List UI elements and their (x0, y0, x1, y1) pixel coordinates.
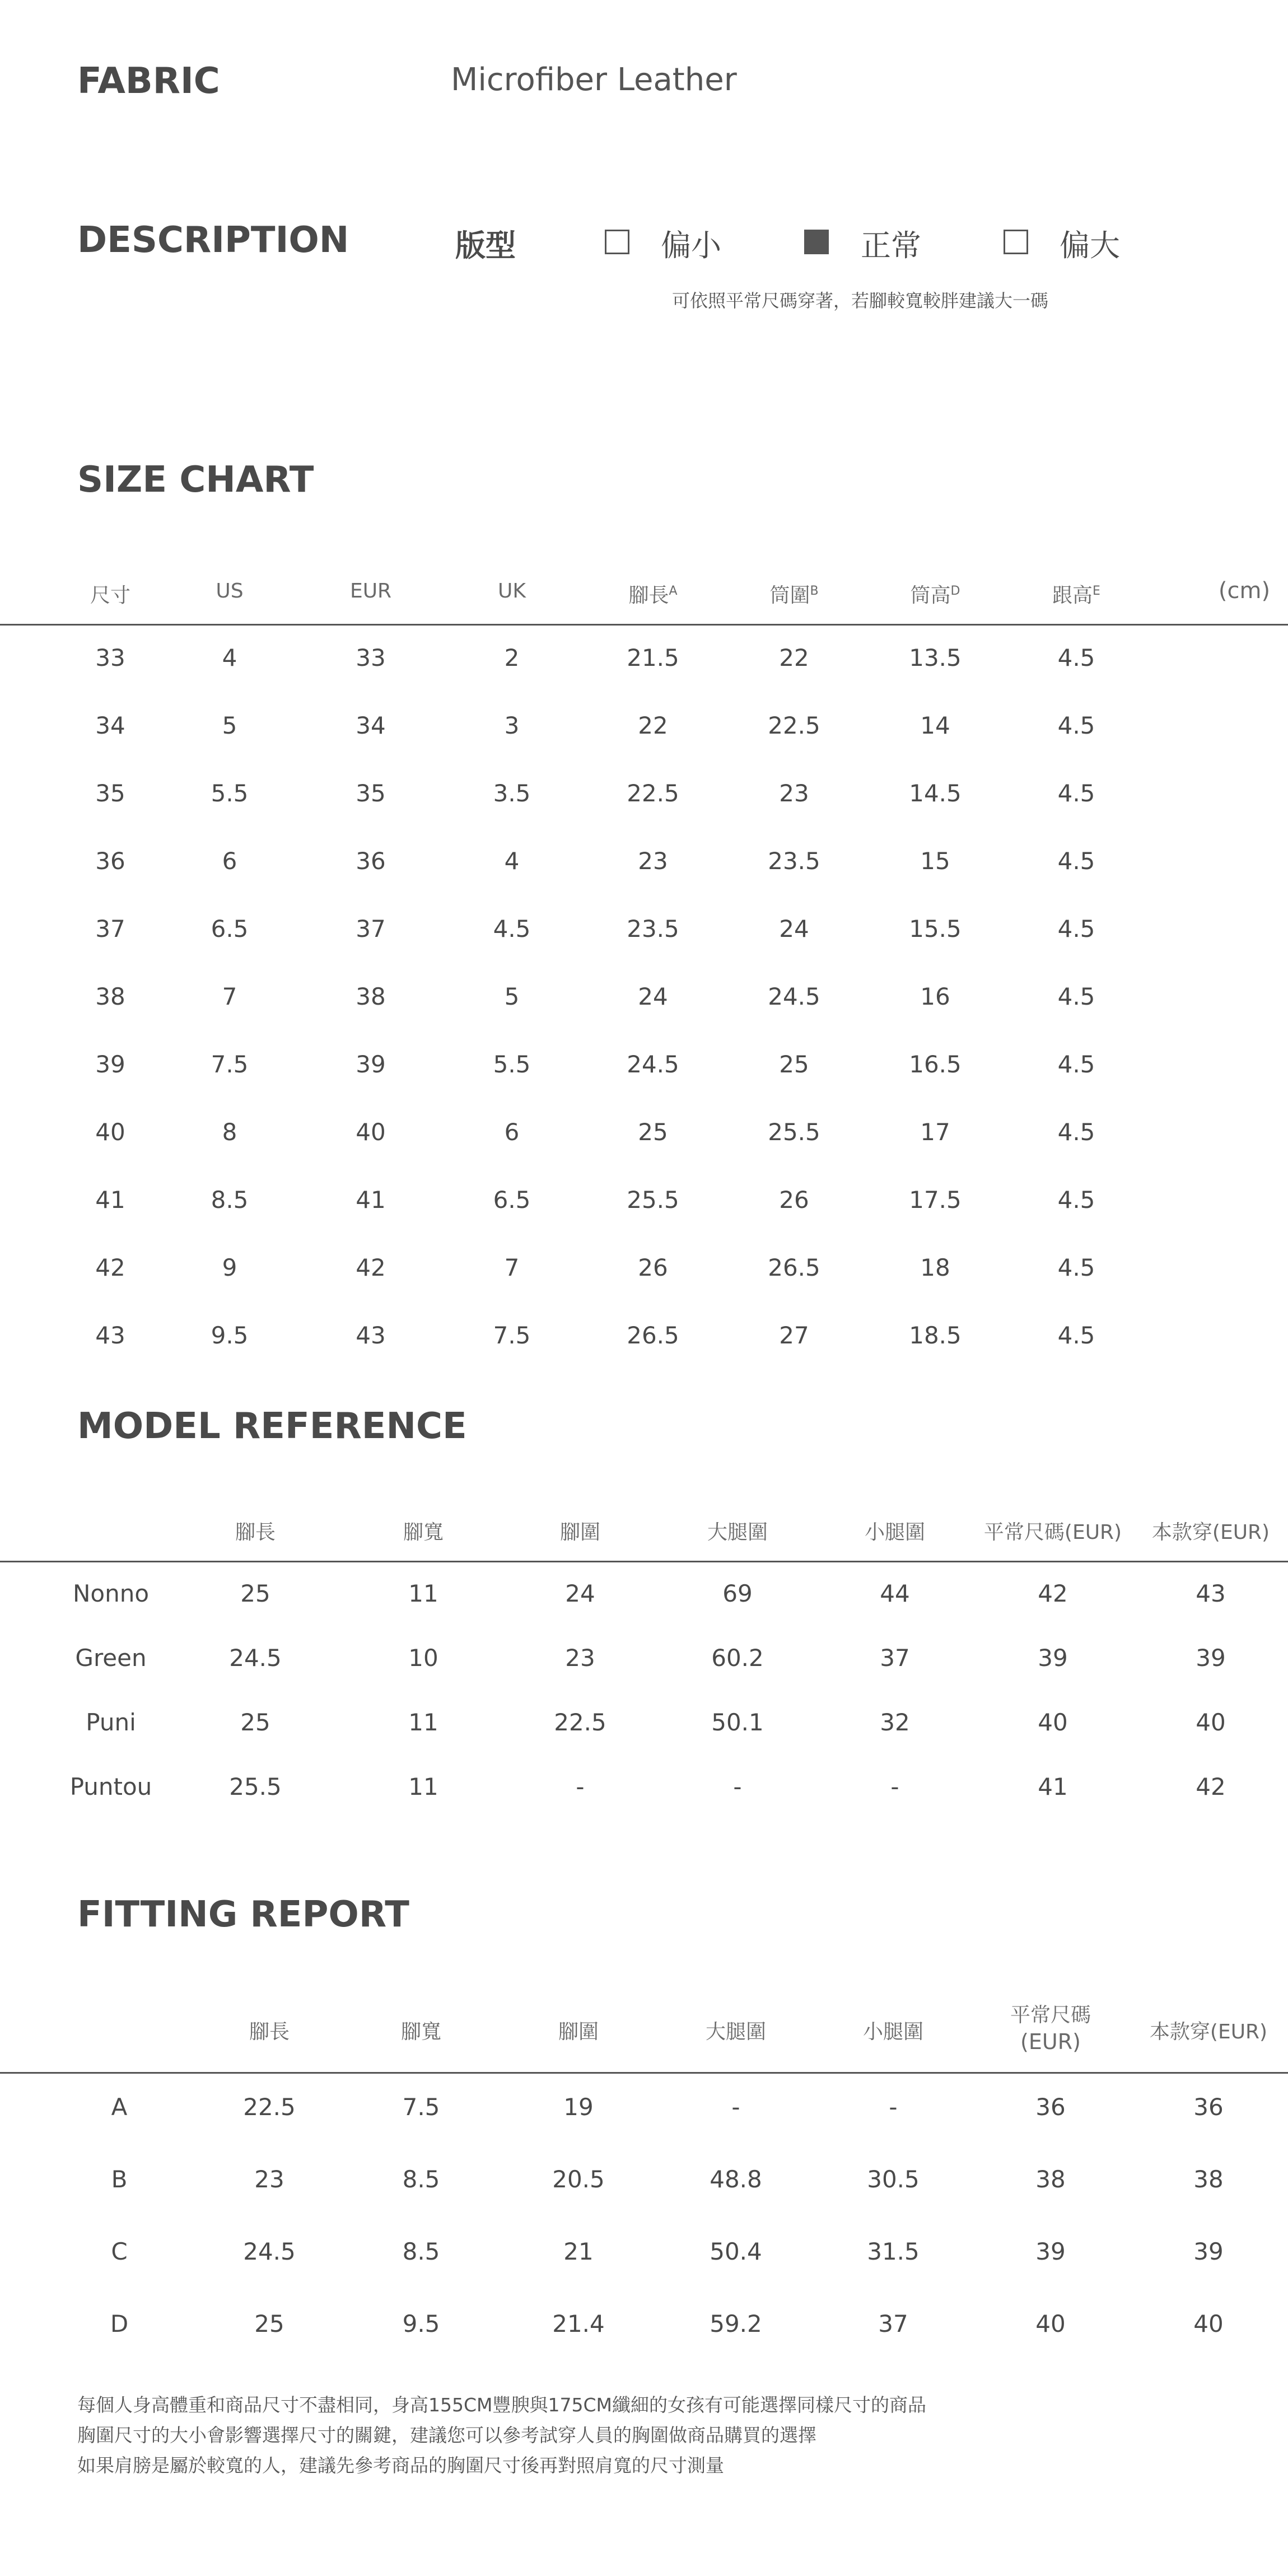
model-ref-cell: 42 (1196, 1773, 1226, 1800)
fitting-header: 小腿圍 (862, 2020, 924, 2043)
fitting-cell: 59.2 (710, 2310, 762, 2337)
model-ref-header: 平常尺碼(EUR) (983, 1521, 1122, 1544)
model-ref-cell: 32 (880, 1709, 910, 1736)
model-reference-heading: MODEL REFERENCE (77, 1406, 467, 1447)
fabric-value: Microfiber Leather (451, 62, 737, 98)
fit-label: 版型 (455, 228, 516, 263)
model-ref-cell: 40 (1038, 1709, 1068, 1736)
fitting-cell: 24.5 (243, 2238, 296, 2265)
size-chart-header (628, 580, 677, 608)
fitting-header: 本款穿(EUR) (1149, 2020, 1268, 2043)
fitting-cell: 38 (1035, 2166, 1066, 2193)
footnotes (77, 2390, 926, 2481)
size-chart-cell: 8.5 (211, 1186, 249, 1214)
size-chart-cell: 13.5 (909, 644, 962, 671)
size-chart-cell: 5.5 (493, 1051, 531, 1078)
fitting-cell: 48.8 (710, 2166, 762, 2193)
fitting-cell: 25 (254, 2310, 284, 2337)
size-chart-cell: 18.5 (909, 1322, 962, 1349)
size-chart-cell: 23.5 (627, 915, 679, 942)
model-ref-header: 腳長 (235, 1521, 276, 1544)
size-chart-cell: 5 (504, 983, 520, 1010)
fit-option-label: 正常 (861, 228, 921, 263)
fitting-cell: 30.5 (867, 2166, 920, 2193)
model-ref-cell: 44 (880, 1580, 910, 1607)
size-chart-cell: 41 (95, 1186, 125, 1214)
size-chart-header (769, 580, 818, 608)
tester-label: C (111, 2238, 128, 2265)
size-chart-cell: 14.5 (909, 780, 962, 807)
size-chart-cell: 25.5 (768, 1118, 820, 1146)
checkbox-unchecked-icon (1004, 230, 1028, 254)
size-chart-cell: 4.5 (1057, 1186, 1095, 1214)
model-ref-header: 小腿圍 (864, 1521, 926, 1544)
size-chart-cell: 26 (638, 1254, 668, 1281)
size-chart-cell: 42 (95, 1254, 125, 1281)
size-chart-cell: 4.5 (1057, 915, 1095, 942)
size-chart-cell: 24 (779, 915, 809, 942)
model-ref-cell: 24 (565, 1580, 595, 1607)
size-chart-cell: 5.5 (211, 780, 249, 807)
model-ref-cell: 22.5 (554, 1709, 606, 1736)
fitting-cell: 37 (878, 2310, 908, 2337)
size-chart-cell: 21.5 (627, 644, 679, 671)
checkbox-checked-icon (804, 230, 829, 254)
footnote-line: 如果肩膀是屬於較寬的人，建議先參考商品的胸圍尺寸後再對照肩寬的尺寸測量 (77, 2454, 724, 2476)
size-chart-header (1052, 580, 1100, 608)
fit-option-label: 偏大 (1060, 228, 1120, 263)
size-chart-cell: 36 (95, 847, 125, 875)
size-chart-cell: 3.5 (493, 780, 531, 807)
size-chart-cell: 18 (920, 1254, 950, 1281)
size-chart-cell: 22.5 (768, 712, 820, 739)
model-ref-cell: 39 (1038, 1644, 1068, 1672)
size-chart-cell: 4.5 (1057, 983, 1095, 1010)
size-chart-cell: 26 (779, 1186, 809, 1214)
size-chart-cell: 17.5 (909, 1186, 962, 1214)
table-divider (0, 624, 1288, 626)
size-chart-cell: 9.5 (211, 1322, 249, 1349)
fitting-cell: 8.5 (402, 2166, 440, 2193)
size-chart-cell: 43 (95, 1322, 125, 1349)
size-chart-cell: 35 (356, 780, 386, 807)
size-chart-cell: 4.5 (1057, 1254, 1095, 1281)
size-chart-cell: 7.5 (493, 1322, 531, 1349)
header-superscript: A (669, 584, 678, 598)
size-chart-cell: 42 (356, 1254, 386, 1281)
fitting-header: 平常尺碼 (1010, 2004, 1091, 2027)
size-chart-cell: 6.5 (211, 915, 249, 942)
fitting-cell: 31.5 (867, 2238, 920, 2265)
size-chart-cell: 38 (356, 983, 386, 1010)
size-chart-header (911, 580, 960, 608)
model-ref-cell: 25.5 (229, 1773, 282, 1800)
size-chart-cell: 24 (638, 983, 668, 1010)
model-ref-cell: 11 (408, 1773, 438, 1800)
model-ref-cell: 39 (1196, 1644, 1226, 1672)
tester-label: B (111, 2166, 128, 2193)
size-chart-cell: 5 (222, 712, 237, 739)
size-chart-cell: 23.5 (768, 847, 820, 875)
size-chart-cell: 40 (356, 1118, 386, 1146)
size-chart-cell: 7 (504, 1254, 520, 1281)
model-ref-cell: 25 (240, 1709, 270, 1736)
size-chart-cell: 22 (638, 712, 668, 739)
fitting-cell: 8.5 (402, 2238, 440, 2265)
header-text: 腳長 (628, 584, 669, 607)
fitting-cell: 38 (1193, 2166, 1224, 2193)
model-ref-cell: 69 (722, 1580, 753, 1607)
size-chart-cell: 40 (95, 1118, 125, 1146)
fitting-cell: 21 (563, 2238, 594, 2265)
model-ref-cell: 40 (1196, 1709, 1226, 1736)
size-chart-cell: 22.5 (627, 780, 679, 807)
size-chart-cell: 16 (920, 983, 950, 1010)
header-superscript: B (810, 584, 819, 598)
size-chart-cell: 33 (356, 644, 386, 671)
checkbox-unchecked-icon (605, 230, 629, 254)
model-ref-cell: - (576, 1773, 585, 1800)
fitting-cell: 22.5 (243, 2093, 296, 2121)
size-chart-cell: 6.5 (493, 1186, 531, 1214)
size-chart-header (216, 580, 243, 603)
size-chart-cell: 38 (95, 983, 125, 1010)
fitting-header-sub: (EUR) (1020, 2029, 1081, 2054)
size-chart-cell: 25 (638, 1118, 668, 1146)
fitting-cell: 23 (254, 2166, 284, 2193)
footnote-line: 每個人身高體重和商品尺寸不盡相同，身高155CM豐腴與175CM纖細的女孩有可能選擇同樣尺寸的商品 (77, 2394, 927, 2416)
size-chart-cell: 23 (638, 847, 668, 875)
fitting-cell: - (889, 2093, 898, 2121)
size-chart-cell: 6 (504, 1118, 520, 1146)
model-name: Nonno (72, 1580, 150, 1607)
model-ref-cell: 41 (1038, 1773, 1068, 1800)
size-chart-cell: 4.5 (493, 915, 531, 942)
size-chart-cell: 25 (779, 1051, 809, 1078)
size-chart-cell: 15.5 (909, 915, 962, 942)
size-chart-cell: 16.5 (909, 1051, 962, 1078)
size-chart-cell: 4.5 (1057, 780, 1095, 807)
header-text: 跟高 (1052, 584, 1093, 607)
size-chart-cell: 4.5 (1057, 1051, 1095, 1078)
fitting-header: 腳寬 (400, 2020, 442, 2043)
description-heading: DESCRIPTION (77, 220, 349, 261)
model-ref-cell: 25 (240, 1580, 270, 1607)
fitting-cell: 20.5 (552, 2166, 605, 2193)
size-chart-cell: 35 (95, 780, 125, 807)
size-chart-cell: 34 (95, 712, 125, 739)
header-text: UK (498, 580, 526, 603)
size-chart-cell: 4 (222, 644, 237, 671)
fitting-cell: 36 (1193, 2093, 1224, 2121)
model-ref-header: 腳寬 (403, 1521, 444, 1544)
footnote-line: 胸圍尺寸的大小會影響選擇尺寸的關鍵，建議您可以參考試穿人員的胸圍做商品購買的選擇 (77, 2424, 816, 2446)
size-chart-cell: 14 (920, 712, 950, 739)
fitting-cell: - (731, 2093, 740, 2121)
fitting-report-heading: FITTING REPORT (77, 1894, 409, 1935)
header-text: US (216, 580, 244, 603)
size-chart-header (90, 580, 130, 608)
size-chart-cell: 17 (920, 1118, 950, 1146)
header-superscript: D (950, 584, 960, 598)
size-chart-cell: 37 (95, 915, 125, 942)
header-text: 筒高 (910, 584, 951, 607)
size-chart-cell: 4.5 (1057, 1322, 1095, 1349)
size-chart-cell: 27 (779, 1322, 809, 1349)
model-ref-cell: 10 (408, 1644, 438, 1672)
fit-note: 可依照平常尺碼穿著，若腳較寬較胖建議大一碼 (672, 290, 1049, 311)
size-chart-cell: 24.5 (627, 1051, 679, 1078)
size-chart-cell: 25.5 (627, 1186, 679, 1214)
model-ref-cell: 60.2 (711, 1644, 764, 1672)
fitting-header: 腳圍 (558, 2020, 599, 2043)
size-chart-cell: 23 (779, 780, 809, 807)
fitting-cell: 7.5 (402, 2093, 440, 2121)
size-chart-cell: 26.5 (768, 1254, 820, 1281)
size-chart-cell: 4.5 (1057, 644, 1095, 671)
size-chart-cell: 15 (920, 847, 950, 875)
model-ref-header: 大腿圍 (707, 1521, 768, 1544)
size-chart-cell: 4 (504, 847, 520, 875)
fitting-cell: 40 (1035, 2310, 1066, 2337)
size-chart-cell: 7.5 (211, 1051, 249, 1078)
header-text: EUR (349, 580, 392, 603)
size-chart-cell: 34 (356, 712, 386, 739)
size-chart-cell: 4.5 (1057, 1118, 1095, 1146)
fitting-cell: 19 (563, 2093, 594, 2121)
size-chart-cell: 9 (222, 1254, 237, 1281)
model-ref-cell: 42 (1038, 1580, 1068, 1607)
size-chart-cell: 39 (356, 1051, 386, 1078)
fitting-cell: 40 (1193, 2310, 1224, 2337)
size-chart-cell: 7 (222, 983, 237, 1010)
model-ref-header: 腳圍 (559, 1521, 601, 1544)
size-chart-cell: 33 (95, 644, 125, 671)
fitting-header: 大腿圍 (705, 2020, 767, 2043)
model-name: Puni (86, 1709, 136, 1736)
table-divider (0, 1561, 1288, 1562)
size-chart-cell: 36 (356, 847, 386, 875)
unit-label: (cm) (1218, 578, 1271, 604)
model-name: Puntou (69, 1773, 152, 1800)
model-ref-cell: - (890, 1773, 899, 1800)
fitting-cell: 9.5 (402, 2310, 440, 2337)
model-name: Green (75, 1644, 147, 1672)
size-chart-cell: 41 (356, 1186, 386, 1214)
model-ref-cell: 11 (408, 1709, 438, 1736)
size-chart-cell: 3 (504, 712, 520, 739)
model-ref-cell: 37 (880, 1644, 910, 1672)
fit-option-label: 偏小 (661, 228, 721, 263)
model-ref-cell: - (733, 1773, 742, 1800)
model-ref-cell: 50.1 (711, 1709, 764, 1736)
size-chart-cell: 24.5 (768, 983, 820, 1010)
model-ref-cell: 11 (408, 1580, 438, 1607)
fitting-header: 腳長 (249, 2020, 290, 2043)
table-divider (0, 2072, 1288, 2074)
fabric-heading: FABRIC (77, 60, 220, 102)
size-chart-cell: 43 (356, 1322, 386, 1349)
size-chart-heading: SIZE CHART (77, 459, 314, 501)
size-chart-cell: 39 (95, 1051, 125, 1078)
header-text: 筒圍 (769, 584, 810, 607)
fitting-cell: 39 (1035, 2238, 1066, 2265)
model-ref-cell: 43 (1196, 1580, 1226, 1607)
header-superscript: E (1093, 584, 1100, 598)
model-ref-cell: 23 (565, 1644, 595, 1672)
fitting-cell: 36 (1035, 2093, 1066, 2121)
size-chart-cell: 4.5 (1057, 712, 1095, 739)
size-chart-cell: 26.5 (627, 1322, 679, 1349)
fitting-cell: 21.4 (552, 2310, 605, 2337)
model-ref-cell: 24.5 (229, 1644, 282, 1672)
model-ref-header: 本款穿(EUR) (1151, 1521, 1270, 1544)
size-chart-cell: 8 (222, 1118, 237, 1146)
header-text: 尺寸 (90, 584, 131, 607)
size-chart-header (498, 580, 526, 603)
size-chart-header (350, 580, 391, 603)
size-chart-cell: 2 (504, 644, 520, 671)
tester-label: D (110, 2310, 129, 2337)
size-chart-cell: 37 (356, 915, 386, 942)
size-chart-cell: 22 (779, 644, 809, 671)
tester-label: A (111, 2093, 128, 2121)
size-chart-cell: 6 (222, 847, 237, 875)
fitting-cell: 50.4 (710, 2238, 762, 2265)
fitting-cell: 39 (1193, 2238, 1224, 2265)
size-chart-cell: 4.5 (1057, 847, 1095, 875)
